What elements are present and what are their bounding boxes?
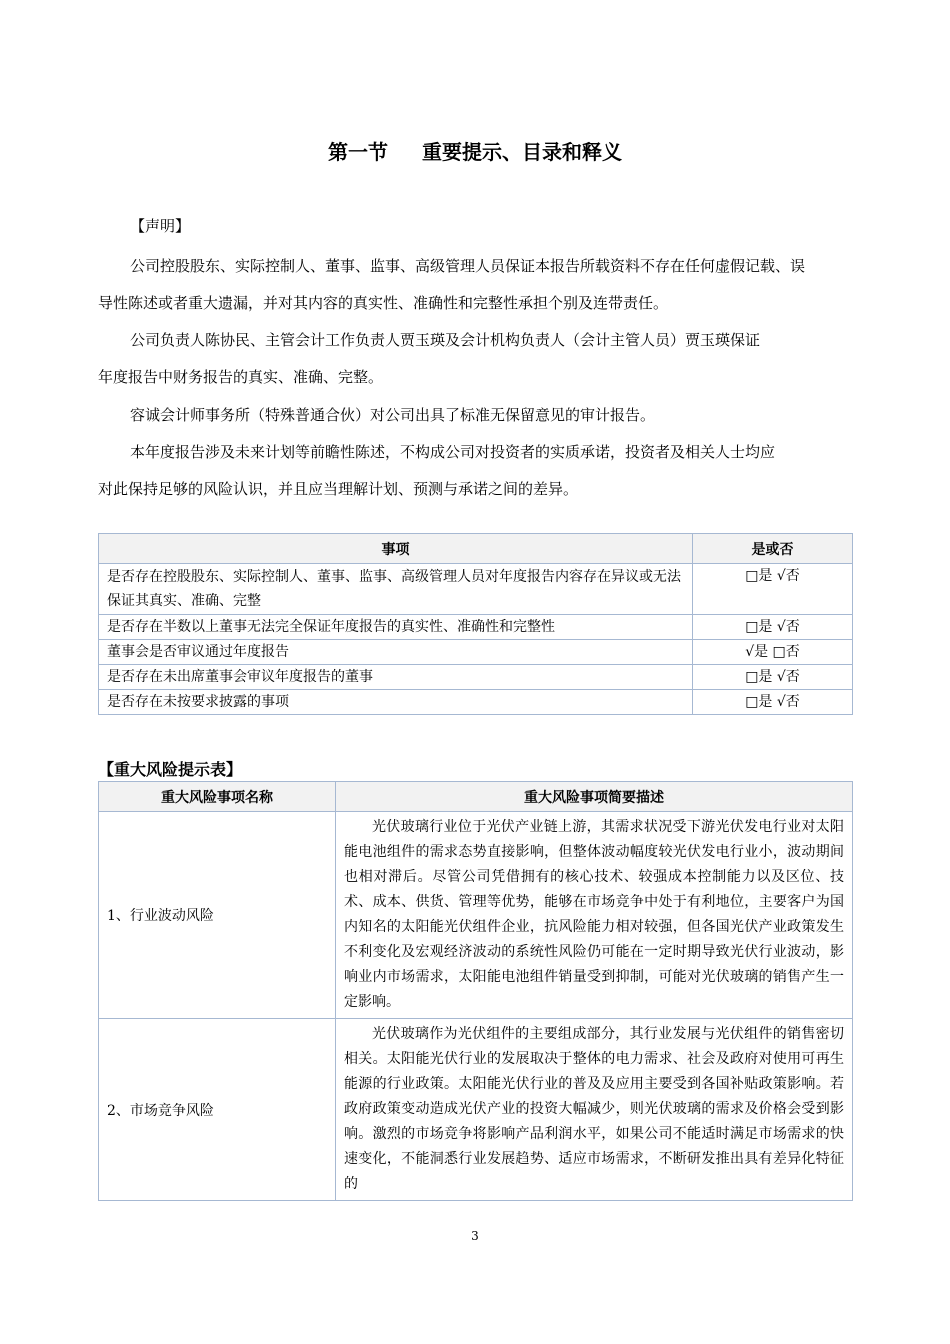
matter-item: 是否存在未按要求披露的事项 (99, 690, 693, 715)
matter-item: 是否存在未出席董事会审议年度报告的董事 (99, 665, 693, 690)
risk-table (98, 781, 853, 1201)
page-number: 3 (471, 1229, 479, 1243)
risk-description (336, 1019, 853, 1201)
paragraph-line: 容诚会计师事务所（特殊普通合伙）对公司出具了标准无保留意见的审计报告。 (130, 406, 656, 424)
table-row (99, 665, 853, 690)
paragraph-line: 对此保持足够的风险认识，并且应当理解计划、预测与承诺之间的差异。 (98, 480, 579, 498)
risk-header-name: 重大风险事项名称 (99, 782, 336, 812)
matters-header-answer: 是或否 (693, 534, 853, 564)
paragraph-responsible (98, 322, 858, 396)
paragraph-line: 本年度报告涉及未来计划等前瞻性陈述，不构成公司对投资者的实质承诺，投资者及相关人士均应 (130, 443, 776, 461)
paragraph-forward-looking (98, 434, 858, 508)
table-row (99, 1019, 853, 1201)
matter-answer: □是 √否 (693, 690, 853, 715)
paragraph-line: 导性陈述或者重大遗漏，并对其内容的真实性、准确性和完整性承担个别及连带责任。 (98, 294, 669, 312)
paragraph-line: 年度报告中财务报告的真实、准确、完整。 (98, 368, 384, 386)
risk-description-text: 光伏玻璃行业位于光伏产业链上游，其需求状况受下游光伏发电行业对太阳能电池组件的需求态势直接影响，但整体波动幅度较光伏发电行业小，波动期间也相对滞后。尽管公司凭借拥有的核心技术、较强成本控制能力以及区位、技术、成本、供货、管理等优势，能够在市场竞争中处于有利地位，主要客户为国内知名的太阳能光伏组件企业，抗风险能力相对较强，但各国光伏产业政策发生不利变化及宏观经济波动的系统性风险仍可能在一定时期导致光伏行业波动，影响业内市场需求，太阳能电池组件销量受到抑制，可能对光伏玻璃的销售产生一定影响。 (344, 819, 844, 1010)
matter-answer: √是 □否 (693, 640, 853, 665)
table-row (99, 690, 853, 715)
risk-description (336, 812, 853, 1019)
paragraph-line: 公司控股股东、实际控制人、董事、监事、高级管理人员保证本报告所载资料不存在任何虚假记载、误 (130, 257, 806, 275)
risk-description-text: 光伏玻璃作为光伏组件的主要组成部分，其行业发展与光伏组件的销售密切相关。太阳能光伏行业的发展取决于整体的电力需求、社会及政府对使用可再生能源的行业政策。太阳能光伏行业的普及及应用主要受到各国补贴政策影响。若政府政策变动造成光伏产业的投资大幅减少，则光伏玻璃的需求及价格会受到影响。激烈的市场竞争将影响产品利润水平，如果公司不能适时满足市场需求的快速变化，不能洞悉行业发展趋势、适应市场需求，不断研发推出具有差异化特征的 (344, 1026, 844, 1192)
matter-answer: □是 √否 (693, 665, 853, 690)
paragraph-audit (98, 397, 858, 434)
table-row (99, 812, 853, 1019)
table-row (99, 615, 853, 640)
risk-table-heading: 【重大风险提示表】 (98, 760, 243, 779)
matter-answer: □是 √否 (693, 615, 853, 640)
section-heading: 重要提示、目录和释义 (422, 140, 622, 164)
matters-table (98, 533, 853, 715)
page-title (0, 136, 950, 165)
matter-item: 是否存在半数以上董事无法完全保证年度报告的真实性、准确性和完整性 (99, 615, 693, 640)
table-row (99, 640, 853, 665)
risk-name: 2、市场竞争风险 (99, 1019, 336, 1201)
paragraph-line: 公司负责人陈协民、主管会计工作负责人贾玉瑛及会计机构负责人（会计主管人员）贾玉瑛保证 (130, 331, 761, 349)
matters-header-item: 事项 (99, 534, 693, 564)
paragraph-guarantee (98, 248, 858, 322)
table-row (99, 564, 853, 615)
matter-item: 董事会是否审议通过年度报告 (99, 640, 693, 665)
matter-answer: □是 √否 (693, 564, 853, 615)
risk-header-description: 重大风险事项简要描述 (336, 782, 853, 812)
matter-item: 是否存在控股股东、实际控制人、董事、监事、高级管理人员对年度报告内容存在异议或无法保证其真实、准确、完整 (99, 564, 693, 615)
section-number: 第一节 (328, 140, 388, 164)
declaration-label: 【声明】 (130, 217, 191, 235)
risk-name: 1、行业波动风险 (99, 812, 336, 1019)
